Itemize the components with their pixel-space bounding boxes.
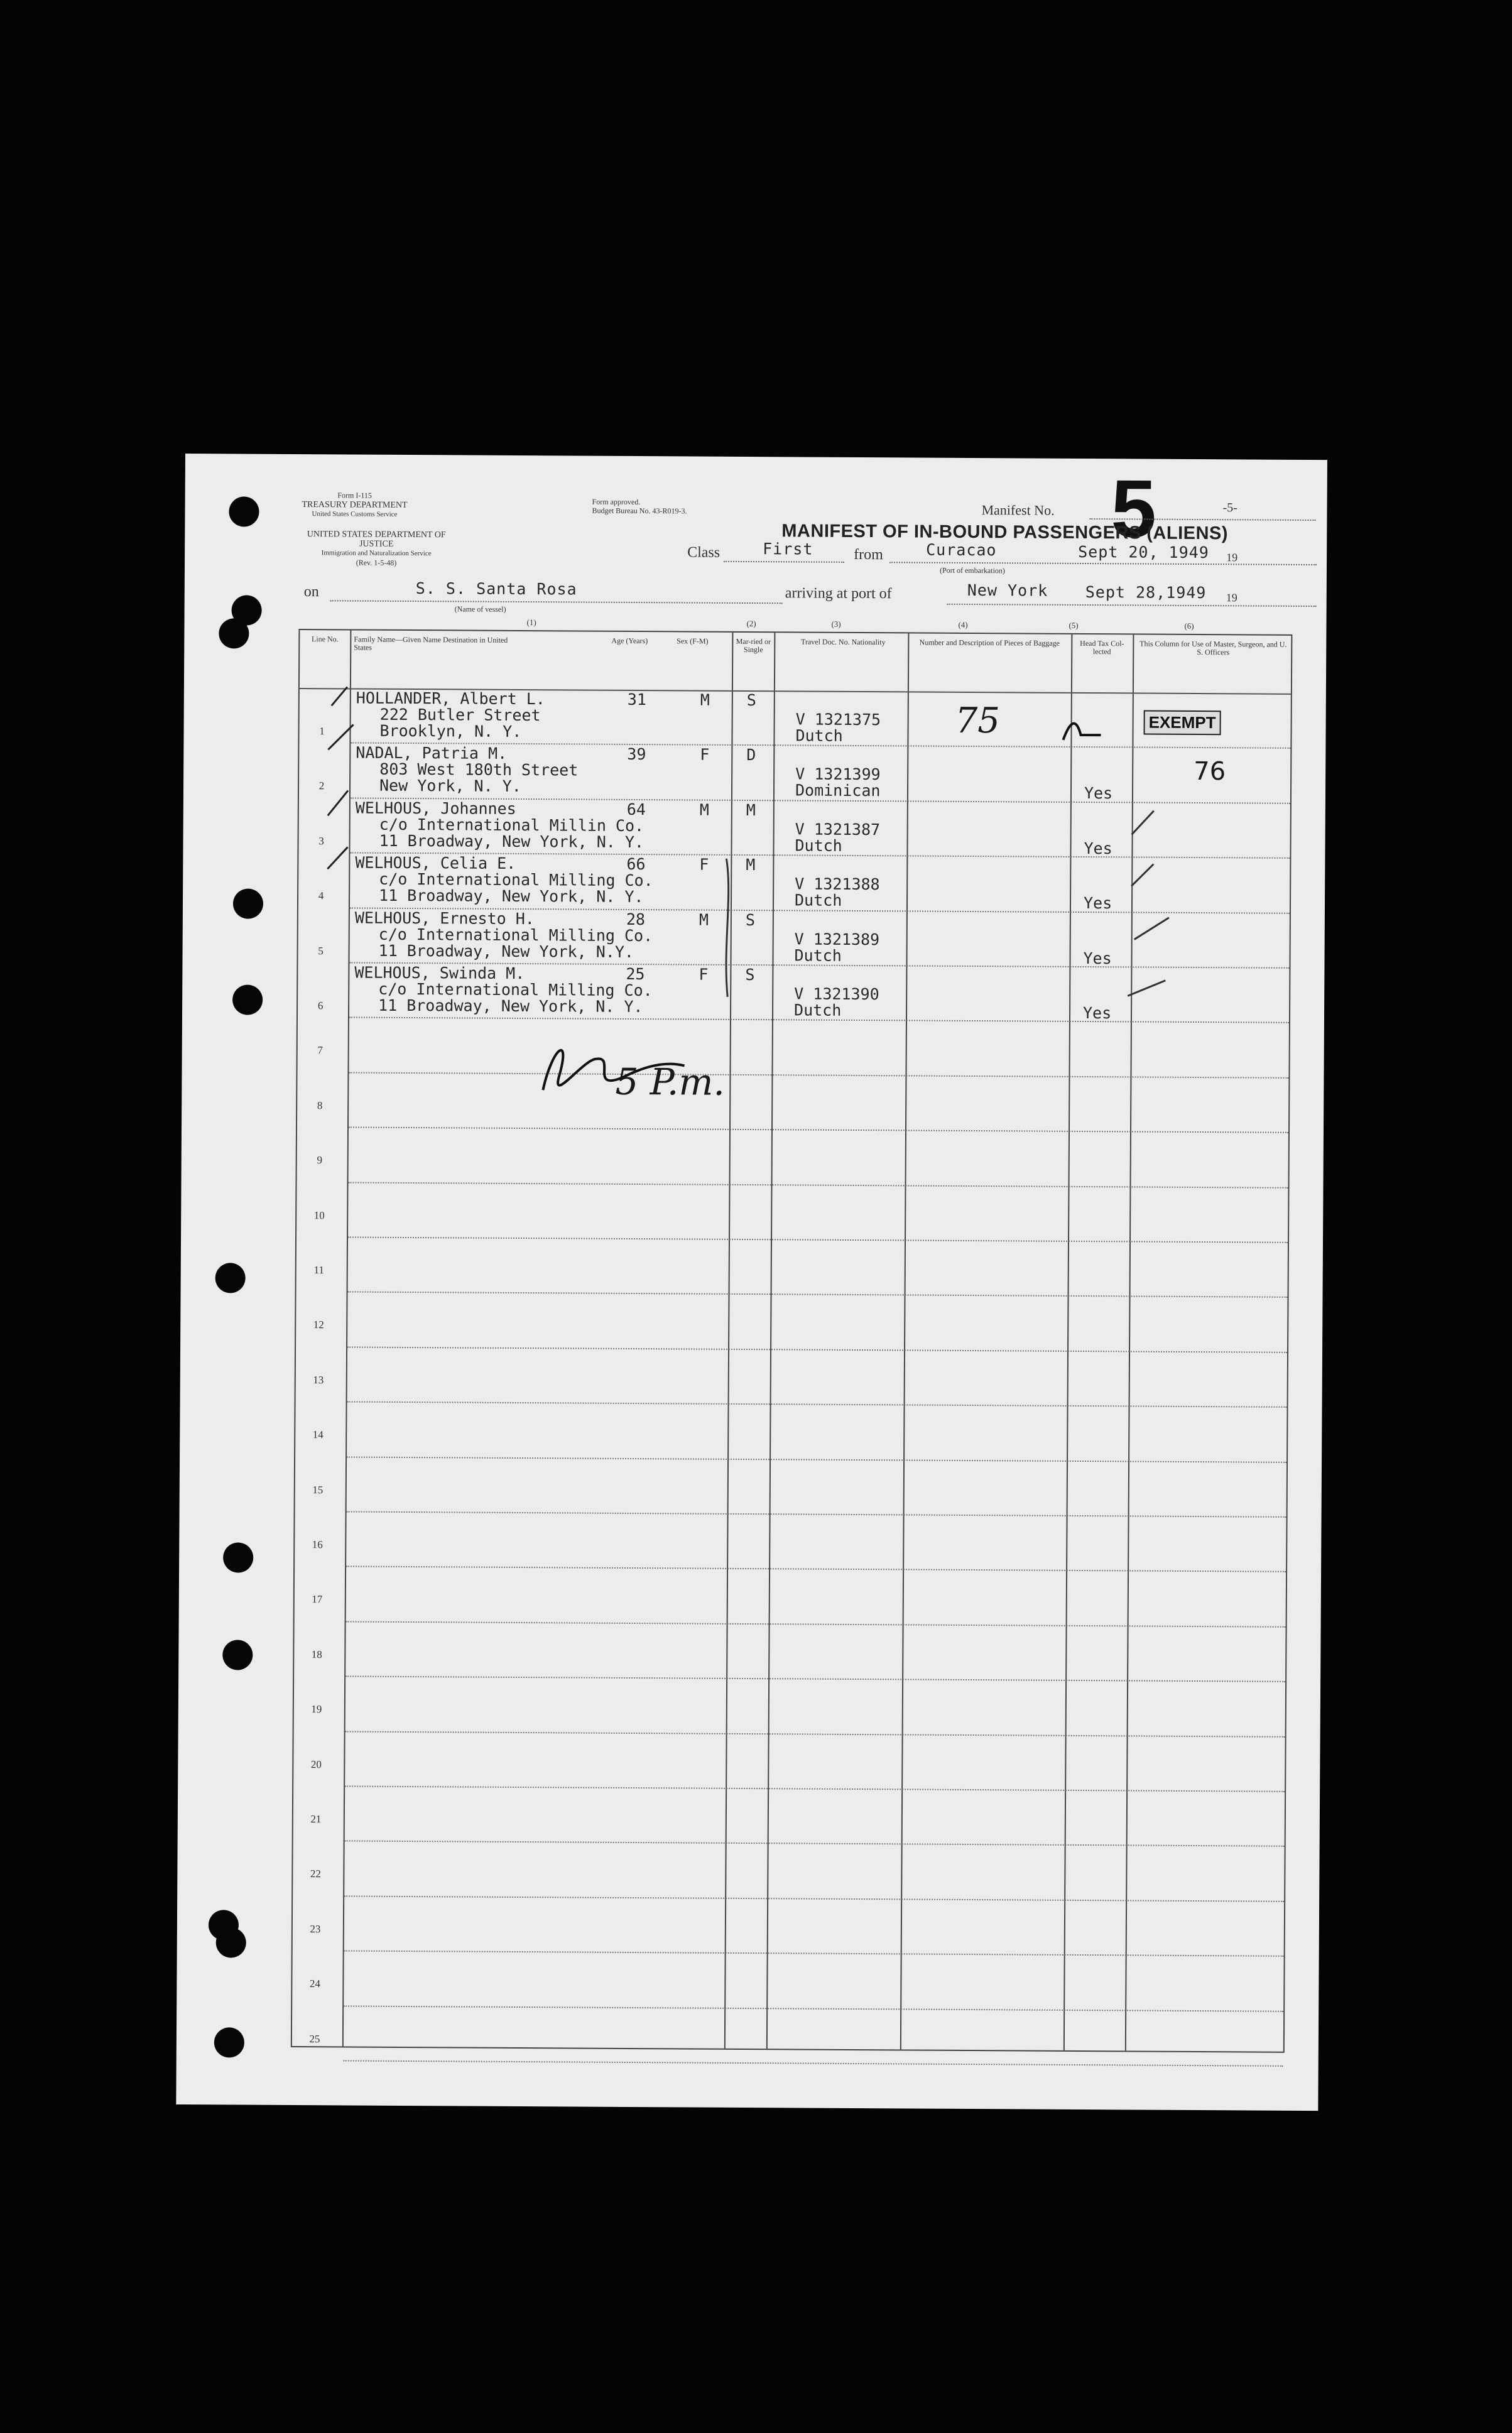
form-number: Form I-115 (337, 491, 372, 500)
row-divider (344, 1951, 1284, 1957)
passenger-sex: M (699, 910, 709, 929)
approval-block (592, 498, 687, 516)
arriving-label: arriving at port of (785, 585, 892, 602)
line-number: 25 (309, 2032, 320, 2045)
line-number: 5 (318, 944, 324, 957)
line-number: 3 (318, 834, 324, 847)
col-num-4: (4) (958, 619, 968, 629)
col-num-5: (5) (1069, 620, 1079, 630)
col-header-line: Line No. (311, 634, 339, 644)
passenger-address-1: c/o International Millin Co. (379, 815, 645, 835)
time-annotation: 5 P.m. (615, 1060, 726, 1104)
row-divider (346, 1566, 1286, 1572)
line-number: 1 (319, 725, 325, 738)
row-divider (348, 1236, 1288, 1243)
head-tax: Yes (1082, 1003, 1112, 1023)
col-num-2: (2) (746, 618, 756, 629)
manifest-title: MANIFEST OF IN-BOUND PASSENGERS (ALIENS) (781, 521, 1229, 544)
passenger-nationality: Dutch (795, 726, 843, 745)
head-tax: Yes (1083, 894, 1112, 913)
line-number: 16 (312, 1538, 323, 1551)
from-label: from (854, 546, 883, 563)
head-tax: Yes (1084, 839, 1112, 858)
budget-bureau: Budget Bureau No. 43-R019-3. (592, 506, 687, 516)
revision: (Rev. 1-5-48) (356, 558, 397, 567)
justice-dept: UNITED STATES DEPARTMENT OF JUSTICE (307, 530, 446, 549)
binder-hole (222, 1640, 253, 1670)
line-number: 23 (310, 1922, 321, 1935)
col-header-sex: Sex (F-M) (677, 636, 709, 646)
binder-hole (233, 888, 263, 918)
row-divider (345, 1841, 1285, 1847)
col-num-1: (1) (526, 618, 536, 628)
form-approved: Form approved. (592, 497, 641, 507)
line-number: 2 (318, 780, 325, 792)
passenger-address-2: Brooklyn, N. Y. (379, 721, 522, 741)
line-number: 17 (312, 1593, 323, 1606)
vessel-name: S. S. Santa Rosa (415, 579, 577, 599)
passenger-age: 66 (626, 855, 646, 874)
binder-hole (215, 1263, 246, 1293)
binder-hole (223, 1542, 253, 1572)
passenger-marital: S (746, 690, 756, 710)
line-number: 21 (310, 1813, 322, 1826)
row-divider (345, 1676, 1285, 1682)
passenger-address-1: c/o International Milling Co. (379, 869, 653, 890)
line-number: 9 (317, 1154, 323, 1167)
row-divider (345, 1731, 1285, 1737)
passenger-age: 25 (626, 964, 645, 984)
row-divider (347, 1511, 1286, 1517)
row-divider (345, 1785, 1285, 1792)
line-number: 13 (313, 1373, 324, 1386)
col-header-age: Age (Years) (611, 636, 648, 646)
line-number: 11 (313, 1264, 324, 1276)
line-number: 22 (310, 1868, 321, 1880)
passenger-marital: M (746, 856, 756, 874)
line-number: 14 (312, 1429, 324, 1441)
from-port: Curacao (926, 540, 997, 560)
line-number: 12 (313, 1319, 324, 1331)
col-header-baggage: Number and Description of Pieces of Baggage (919, 638, 1060, 648)
on-label: on (303, 584, 319, 601)
row-divider (348, 1292, 1288, 1298)
col-num-3: (3) (831, 619, 841, 629)
passenger-name: WELHOUS, Ernesto H. (354, 908, 535, 928)
head-tax: Yes (1083, 949, 1112, 967)
line-number: 6 (317, 999, 324, 1012)
passenger-nationality: Dutch (794, 946, 842, 965)
row-divider (344, 1895, 1284, 1902)
line-number: 4 (318, 890, 324, 902)
passenger-address-2: 11 Broadway, New York, N.Y. (378, 941, 634, 961)
row-divider (346, 1621, 1286, 1627)
vessel-label: (Name of vessel) (454, 604, 506, 614)
row-divider (344, 2005, 1283, 2011)
col-header-officers: This Column for Use of Master, Surgeon, and U. S. Officers (1139, 639, 1287, 657)
passenger-address-2: 11 Broadway, New York, N. Y. (379, 831, 645, 851)
row-divider (347, 1346, 1287, 1353)
passenger-sex: M (700, 690, 710, 709)
line-number: 20 (310, 1758, 322, 1770)
travel-doc-number: V 1321390 (794, 984, 879, 1004)
passenger-name: NADAL, Patria M. (356, 743, 508, 763)
travel-doc-number: V 1321389 (794, 930, 880, 949)
manifest-label: Manifest No. (981, 502, 1055, 518)
year-suffix-2: 19 (1226, 591, 1237, 604)
binder-hole (219, 618, 249, 648)
binder-hole (214, 2027, 244, 2057)
passenger-marital: M (746, 800, 756, 819)
passenger-sex: F (699, 965, 709, 984)
col-header-travel: Travel Doc. No. Nationality (801, 637, 886, 647)
ins-service: Immigration and Naturalization Service (321, 549, 432, 558)
passenger-age: 31 (627, 690, 647, 709)
passenger-address-2: 11 Broadway, New York, N. Y. (378, 886, 644, 906)
passenger-marital: S (745, 910, 756, 929)
binder-hole (229, 496, 259, 526)
passenger-address-1: 222 Butler Street (379, 705, 541, 725)
line-number: 7 (317, 1044, 323, 1057)
passenger-address-2: 11 Broadway, New York, N. Y. (378, 996, 643, 1016)
passenger-nationality: Dutch (793, 1001, 842, 1020)
passenger-nationality: Dominican (795, 781, 881, 800)
form-header-left (279, 491, 430, 520)
row-divider (349, 1072, 1288, 1078)
class-label: Class (687, 544, 721, 561)
class-value: First (763, 540, 813, 558)
departure-date: Sept 20, 1949 (1078, 542, 1209, 562)
passenger-address-2: New York, N. Y. (379, 776, 521, 796)
line-number: 10 (313, 1209, 325, 1221)
row-divider (344, 2060, 1283, 2066)
binder-hole (232, 984, 263, 1015)
row-divider (349, 1127, 1288, 1133)
exempt-stamp: EXEMPT (1144, 710, 1221, 736)
year-suffix: 19 (1226, 551, 1238, 564)
line-number: 18 (311, 1648, 322, 1661)
passenger-name: WELHOUS, Johannes (355, 798, 516, 818)
arrival-date: Sept 28,1949 (1085, 583, 1207, 602)
passenger-table (291, 629, 1293, 2053)
customs-service: United States Customs Service (312, 510, 398, 518)
passenger-age: 64 (626, 800, 646, 819)
passenger-address-1: 803 West 180th Street (379, 760, 579, 780)
treasury-dept: TREASURY DEPARTMENT (302, 500, 408, 510)
manifest-small-number: -5- (1222, 501, 1237, 515)
baggage-handwritten: 75 (955, 700, 1001, 742)
passenger-name: WELHOUS, Celia E. (355, 853, 516, 873)
travel-doc-number: V 1321399 (795, 765, 881, 784)
passenger-name: WELHOUS, Swinda M. (354, 963, 525, 983)
passenger-nationality: Dutch (795, 836, 842, 855)
manifest-page (176, 454, 1327, 2111)
passenger-marital: S (745, 965, 755, 984)
col-header-tax: Head Tax Col-lected (1080, 638, 1124, 656)
manifest-number: 5 (1111, 462, 1157, 555)
line-number: 24 (309, 1978, 320, 1990)
passenger-age: 39 (627, 745, 646, 764)
passenger-sex: M (699, 800, 709, 819)
travel-doc-number: V 1321387 (795, 820, 881, 839)
travel-doc-number: V 1321375 (795, 710, 881, 729)
passenger-name: HOLLANDER, Albert L. (356, 689, 545, 709)
passenger-age: 28 (626, 910, 646, 928)
line-number: 8 (317, 1099, 323, 1112)
justice-header (298, 530, 455, 568)
head-tax: Yes (1084, 784, 1113, 803)
col-header-name: Family Name—Given Name Destination in United States (354, 634, 508, 652)
binder-hole (216, 1927, 246, 1957)
passenger-address-1: c/o International Milling Co. (378, 979, 653, 1000)
arrival-port: New York (967, 580, 1048, 600)
port-embarkation-label: (Port of embarkation) (939, 565, 1005, 575)
passenger-marital: D (746, 746, 756, 765)
row-divider (349, 1182, 1288, 1188)
row-divider (347, 1456, 1286, 1462)
passenger-nationality: Dutch (794, 891, 842, 910)
passenger-sex: F (700, 745, 710, 765)
passenger-sex: F (699, 855, 709, 874)
passenger-address-1: c/o International Milling Co. (378, 925, 653, 945)
col-header-married: Mar-ried or Single (736, 636, 771, 655)
travel-doc-number: V 1321388 (795, 874, 880, 894)
row-divider (347, 1402, 1287, 1408)
officer-number-76: 76 (1194, 756, 1226, 787)
col-num-6: (6) (1184, 621, 1194, 631)
line-number: 19 (311, 1703, 322, 1716)
line-number: 15 (312, 1483, 324, 1496)
